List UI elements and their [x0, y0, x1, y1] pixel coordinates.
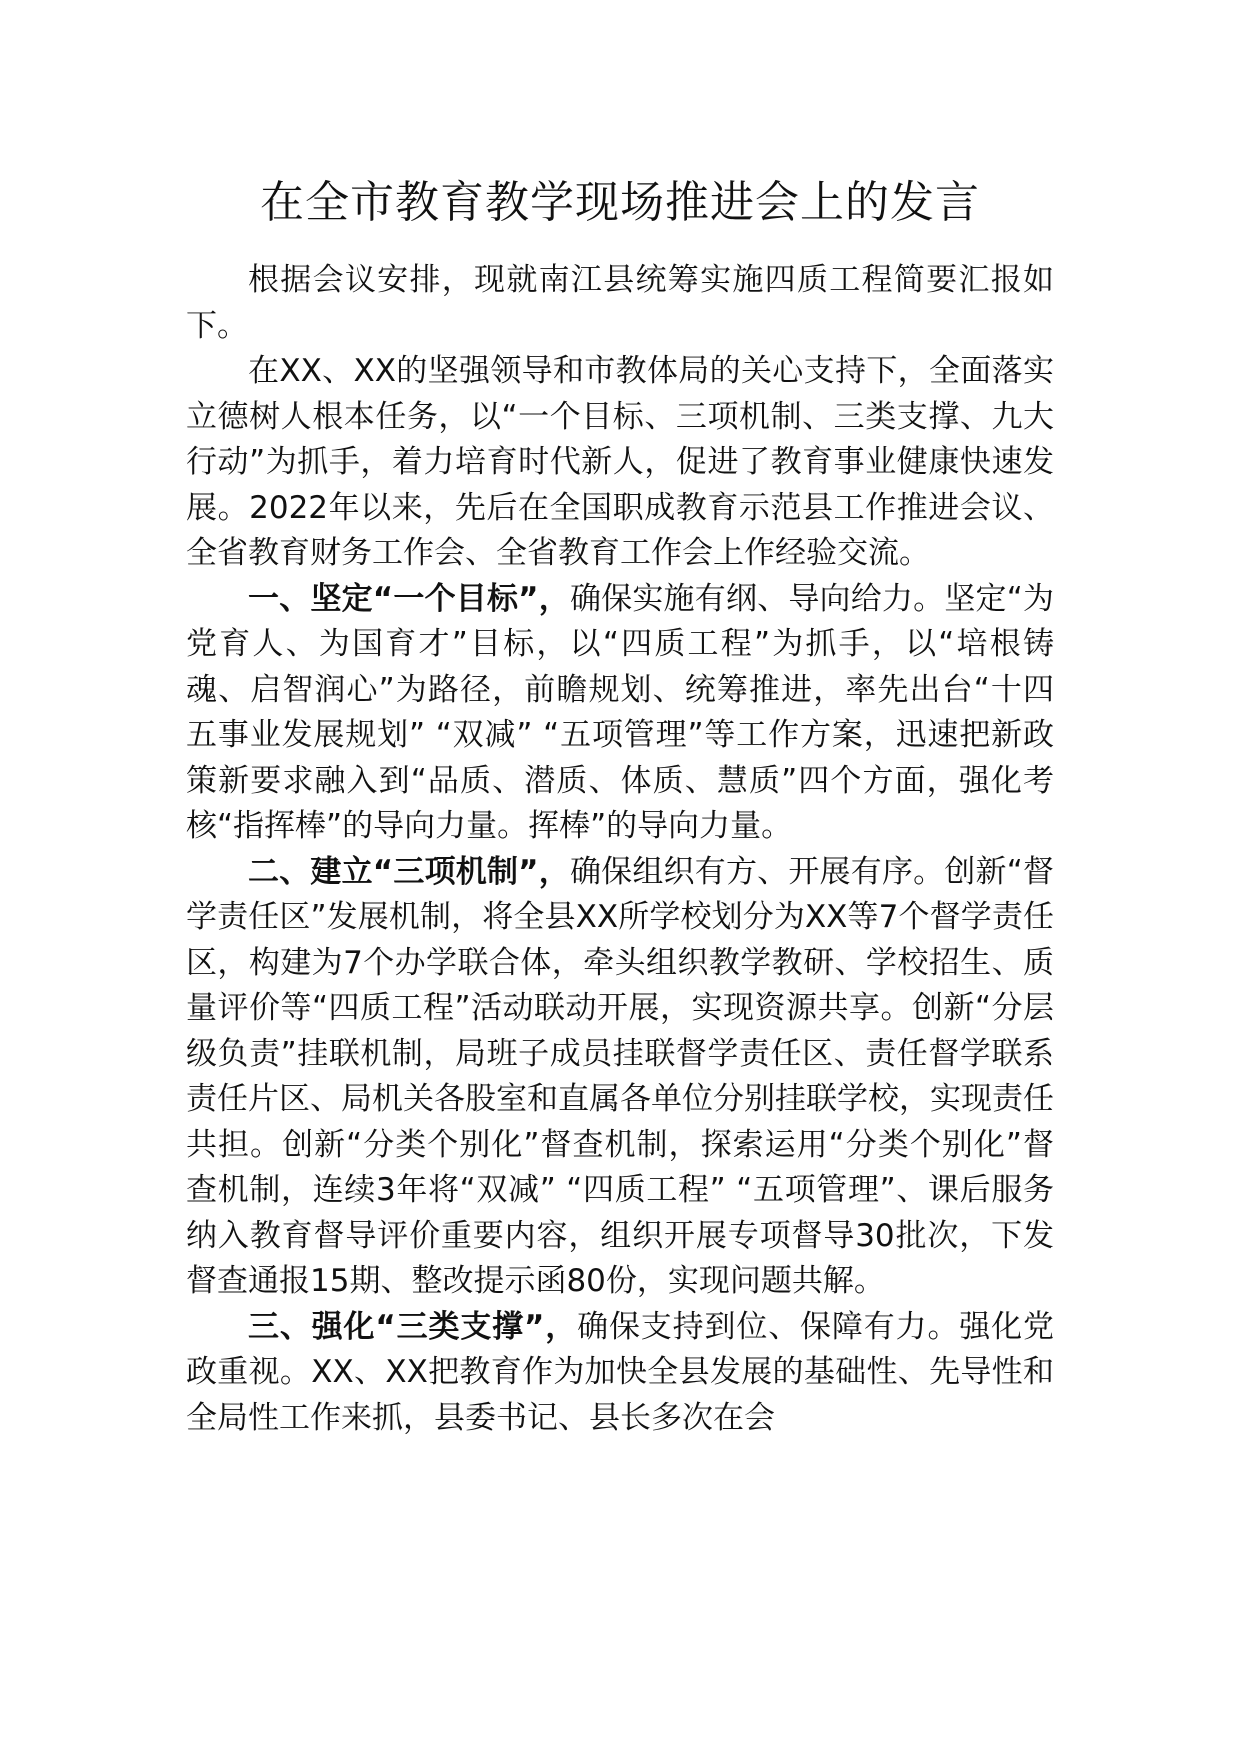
- section-heading: 一、坚定“一个目标”，: [248, 580, 570, 617]
- paragraph-text: 确保支持到位、保障有力。强化党政重视。XX、XX把教育作为加快全县发展的基础性、先导性和全局性工作来抓，县委书记、县长多次在会: [186, 1308, 1055, 1436]
- document-title: 在全市教育教学现场推进会上的发言: [260, 177, 980, 228]
- paragraph-text: 确保实施有纲、导向给力。坚定“为党育人、为国育才”目标，以“四质工程”为抓手，以“培根铸魂、启智润心”为路径，前瞻规划、统筹推进，率先出台“十四五事业发展规划” “双减” “五项管理”等工作方案，迅速把新政策新要求融入到“品质、潜质、体质、慧质”四个方面，强化考核“指挥棒”的导向力量。挥棒”的导向力量。: [186, 580, 1055, 844]
- document-page: [186, 168, 1054, 1441]
- paragraph-background: [186, 349, 1054, 577]
- section-heading: 二、建立“三项机制”，: [248, 853, 570, 890]
- paragraph-text: 在XX、XX的坚强领导和市教体局的关心支持下，全面落实立德树人根本任务，以“一个目标、三项机制、三类支撑、九大行动”为抓手，着力培育时代新人，促进了教育事业健康快速发展。2022年以来，先后在全国职成教育示范县工作推进会议、全省教育财务工作会、全省教育工作会上作经验交流。: [186, 353, 1054, 571]
- paragraph-section-three: [186, 1305, 1054, 1442]
- paragraph-text: 根据会议安排，现就南江县统筹实施四质工程简要汇报如下。: [186, 262, 1054, 344]
- paragraph-section-two: [186, 850, 1054, 1305]
- section-heading: 三、强化“三类支撑”，: [248, 1308, 578, 1345]
- paragraph-text: 确保组织有方、开展有序。创新“督学责任区”发展机制，将全县XX所学校划分为XX等7个督学责任区，构建为7个办学联合体，牵头组织教学教研、学校招生、质量评价等“四质工程”活动联动开展，实现资源共享。创新“分层级负责”挂联机制，局班子成员挂联督学责任区、责任督学联系责任片区、局机关各股室和直属各单位分别挂联学校，实现责任共担。创新“分类个别化”督查机制，探索运用“分类个别化”督查机制，连续3年将“双减” “四质工程” “五项管理”、课后服务纳入教育督导评价重要内容，组织开展专项督导30批次，下发督查通报15期、整改提示函80份，实现问题共解。: [186, 853, 1055, 1299]
- paragraph-intro: [186, 258, 1054, 349]
- paragraph-section-one: [186, 577, 1054, 850]
